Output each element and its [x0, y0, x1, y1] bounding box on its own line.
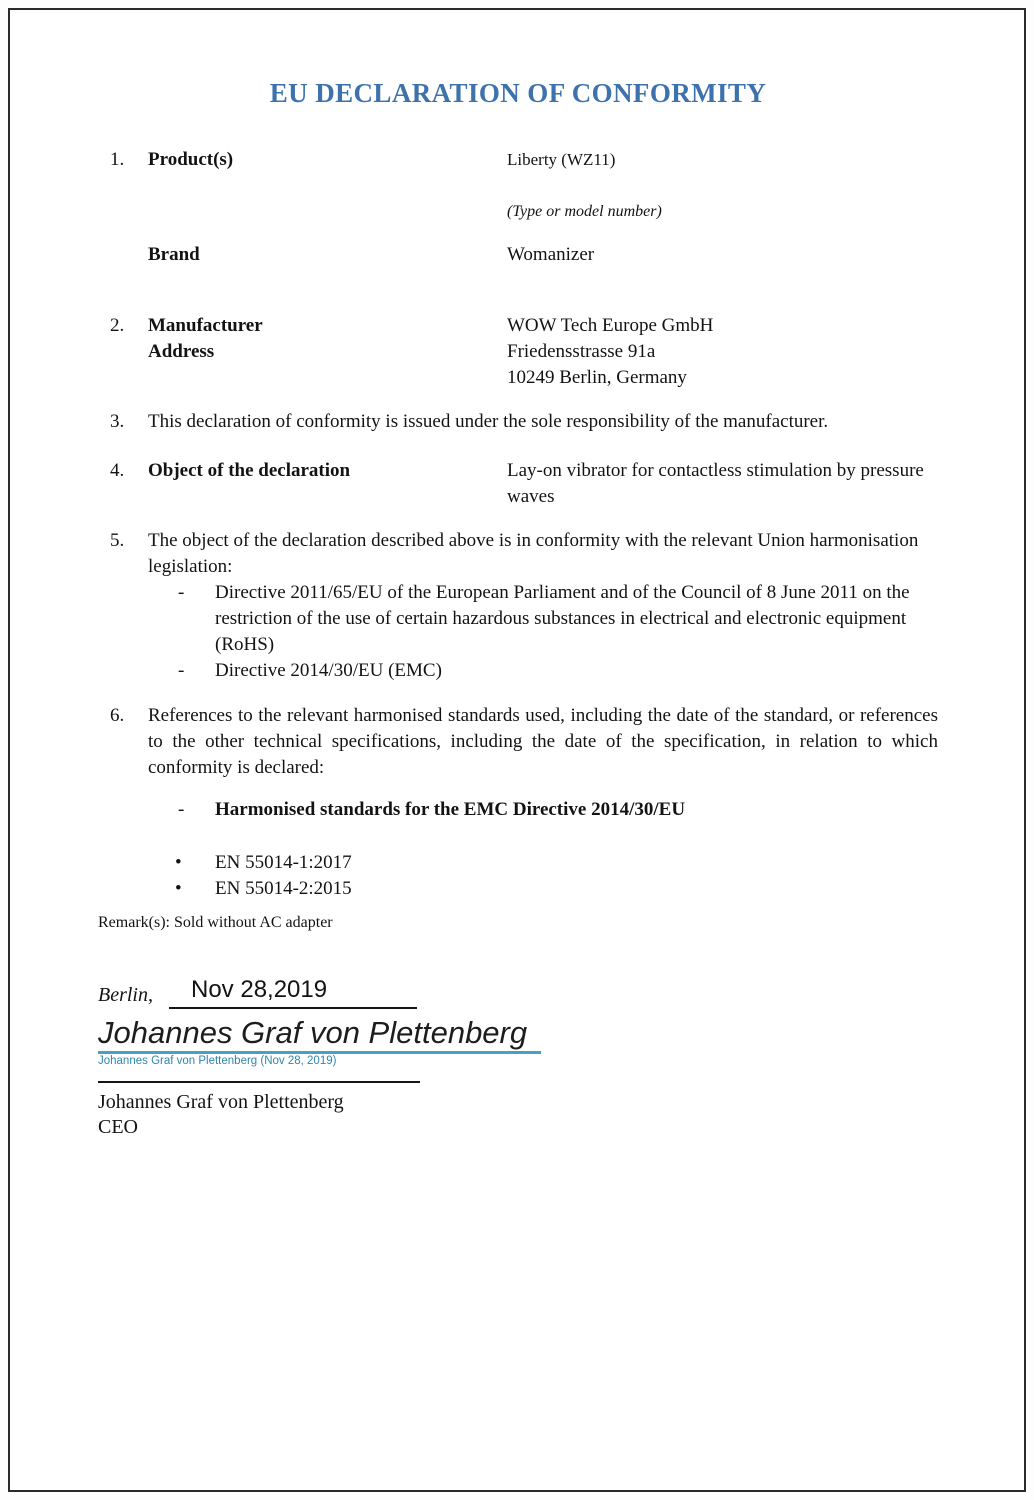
brand-value: Womanizer [507, 244, 595, 265]
document-page [8, 8, 1026, 1492]
section-number: 1. [110, 149, 125, 170]
brand-label: Brand [148, 244, 200, 265]
standards-heading-row [178, 797, 938, 823]
signature-line [98, 1068, 420, 1083]
object-label: Object of the declaration [148, 460, 351, 481]
dash-marker: - [178, 582, 185, 603]
dash-marker: - [178, 799, 185, 820]
object-value: Lay-on vibrator for contactless stimulation by pressure waves [507, 460, 924, 507]
signer-printed-name: Johannes Graf von Plettenberg [98, 1091, 344, 1113]
section-object [110, 458, 938, 510]
product-label: Product(s) [148, 149, 234, 170]
section-number: 5. [110, 530, 125, 551]
section-number: 3. [110, 411, 125, 432]
standard-text: EN 55014-2:2015 [215, 878, 352, 899]
standard-item [175, 850, 938, 876]
section-manufacturer [110, 313, 938, 391]
section-number: 2. [110, 315, 125, 336]
section-responsibility [110, 409, 938, 435]
product-value: Liberty (WZ11) [507, 150, 616, 169]
directive-item [178, 580, 938, 658]
address-label: Address [148, 341, 215, 362]
standards-heading: Harmonised standards for the EMC Directive 2014/30/EU [215, 799, 686, 820]
manufacturer-street: Friedensstrasse 91a [507, 341, 656, 362]
legislation-intro: The object of the declaration described above is in conformity with the relevant Union harmonisation legislation: [148, 530, 919, 577]
signer-role: CEO [98, 1116, 138, 1138]
section-number: 4. [110, 460, 125, 481]
standard-text: EN 55014-1:2017 [215, 852, 352, 873]
section-number: 6. [110, 705, 125, 726]
remark-text: Remark(s): Sold without AC adapter [98, 914, 333, 931]
directive-text: Directive 2011/65/EU of the European Parliament and of the Council of 8 June 2011 on the restriction of the use of certain hazardous substances in electrical and electronic equipment (RoHS) [215, 582, 910, 655]
section-product [110, 147, 938, 268]
standards-intro: References to the relevant harmonised standards used, including the date of the standard, or references to the other technical specifications, including the date of the specification, in relation to which conformity is declared: [148, 705, 938, 778]
manufacturer-label: Manufacturer [148, 315, 263, 336]
signature-date-field: Nov 28,2019 [169, 977, 417, 1009]
directive-text: Directive 2014/30/EU (EMC) [215, 660, 442, 681]
type-or-model-note: (Type or model number) [507, 203, 662, 220]
e-signature-note: Johannes Graf von Plettenberg (Nov 28, 2019) [98, 1055, 337, 1067]
dash-marker: - [178, 660, 185, 681]
manufacturer-city: 10249 Berlin, Germany [507, 367, 687, 388]
responsibility-text: This declaration of conformity is issued under the sole responsibility of the manufacturer. [148, 411, 829, 432]
manufacturer-name: WOW Tech Europe GmbH [507, 315, 714, 336]
directive-item [178, 658, 938, 684]
bullet-marker: • [175, 852, 182, 873]
bullet-marker: • [175, 878, 182, 899]
section-legislation [110, 528, 938, 684]
signature-place: Berlin, [98, 984, 153, 1006]
standard-item [175, 876, 938, 902]
signature-block [98, 977, 938, 1140]
page-title: EU DECLARATION OF CONFORMITY [269, 78, 767, 108]
section-standards [110, 703, 938, 902]
e-signature: Johannes Graf von Plettenberg [98, 1016, 541, 1054]
